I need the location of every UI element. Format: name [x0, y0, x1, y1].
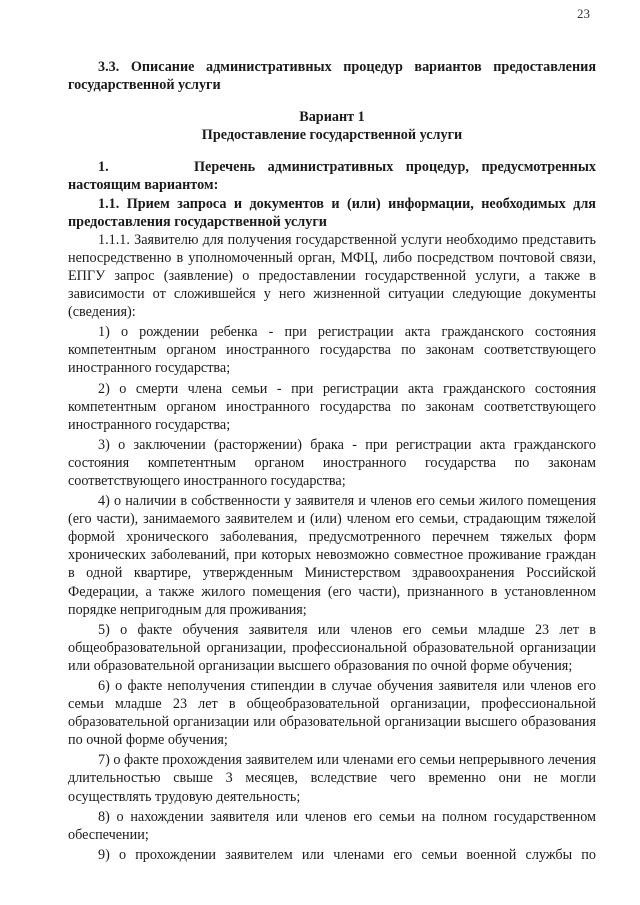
list-item-4: 4) о наличии в собственности у заявителя и членов его семьи жилого помещения (его части), занимаемого заявителем и (или) членом его семьи, страдающим тяжелой формой хронического заболевания, предусмотренного перечнем тяжелых форм хронических заболеваний, при которых невозможно совместное проживание граждан в одной квартире, утвержденным Министерством здравоохранения Российской Федерации, а также жилого помещения (его части), признанного в установленном порядке непригодным для проживания;	[68, 493, 596, 618]
list-item-1: 1) о рождении ребенка - при регистрации акта гражданского состояния компетентным органом иностранного государства по законам соответствующего иностранного государства;	[68, 324, 596, 377]
list-item-8: 8) о нахождении заявителя или членов его семьи на полном государственном обеспечении;	[68, 808, 596, 843]
subheading: 1.1. Прием запроса и документов и (или) информации, необходимых для предоставления государственной услуги	[68, 195, 596, 230]
list-item-9: 9) о прохождении заявителем или членами его семьи военной службы по	[98, 846, 596, 863]
document-body	[68, 58, 596, 864]
variant-subtitle: Предоставление государственной услуги	[201, 127, 463, 144]
list-item-3: 3) о заключении (расторжении) брака - при регистрации акта гражданского состояния компетентным органом иностранного государства по законам соответствующего иностранного государства;	[68, 436, 596, 489]
section-title: 3.3. Описание административных процедур вариантов предоставления государственной услуги	[68, 59, 596, 94]
list-item-6: 6) о факте неполучения стипендии в случае обучения заявителя или членов его семьи младше 23 лет в общеобразовательной организации, профессиональной образовательной организации или образовательной организации высшего образования по очной форме обучения;	[68, 678, 596, 749]
procedures-list-heading	[68, 158, 596, 194]
list-item-2: 2) о смерти члена семьи - при регистрации акта гражданского состояния компетентным органом иностранного государства по законам соответствующего иностранного государства;	[68, 380, 596, 433]
list-heading-text: Перечень административных процедур, предусмотренных настоящим вариантом:	[68, 159, 596, 194]
variant-title: Вариант 1	[299, 109, 365, 126]
list-heading-number: 1.	[98, 159, 109, 176]
list-item-5: 5) о факте обучения заявителя или членов его семьи младше 23 лет в общеобразовательной организации, профессиональной образовательной организации или образовательной организации высшего образования по очной форме обучения;	[68, 621, 596, 674]
paragraph-1-1-1: 1.1.1. Заявителю для получения государственной услуги необходимо представить непосредственно в уполномоченный орган, МФЦ, либо посредством почтовой связи, ЕПГУ запрос (заявление) о предоставлении государственной услуги, а также в зависимости от сложившейся у него жизненной ситуации следующие документы (сведения):	[68, 231, 596, 321]
page-number: 23	[577, 6, 590, 21]
list-item-7: 7) о факте прохождения заявителем или членами его семьи непрерывного лечения длительностью свыше 3 месяцев, вследствие чего временно они не могли осуществлять трудовую деятельность;	[68, 752, 596, 805]
